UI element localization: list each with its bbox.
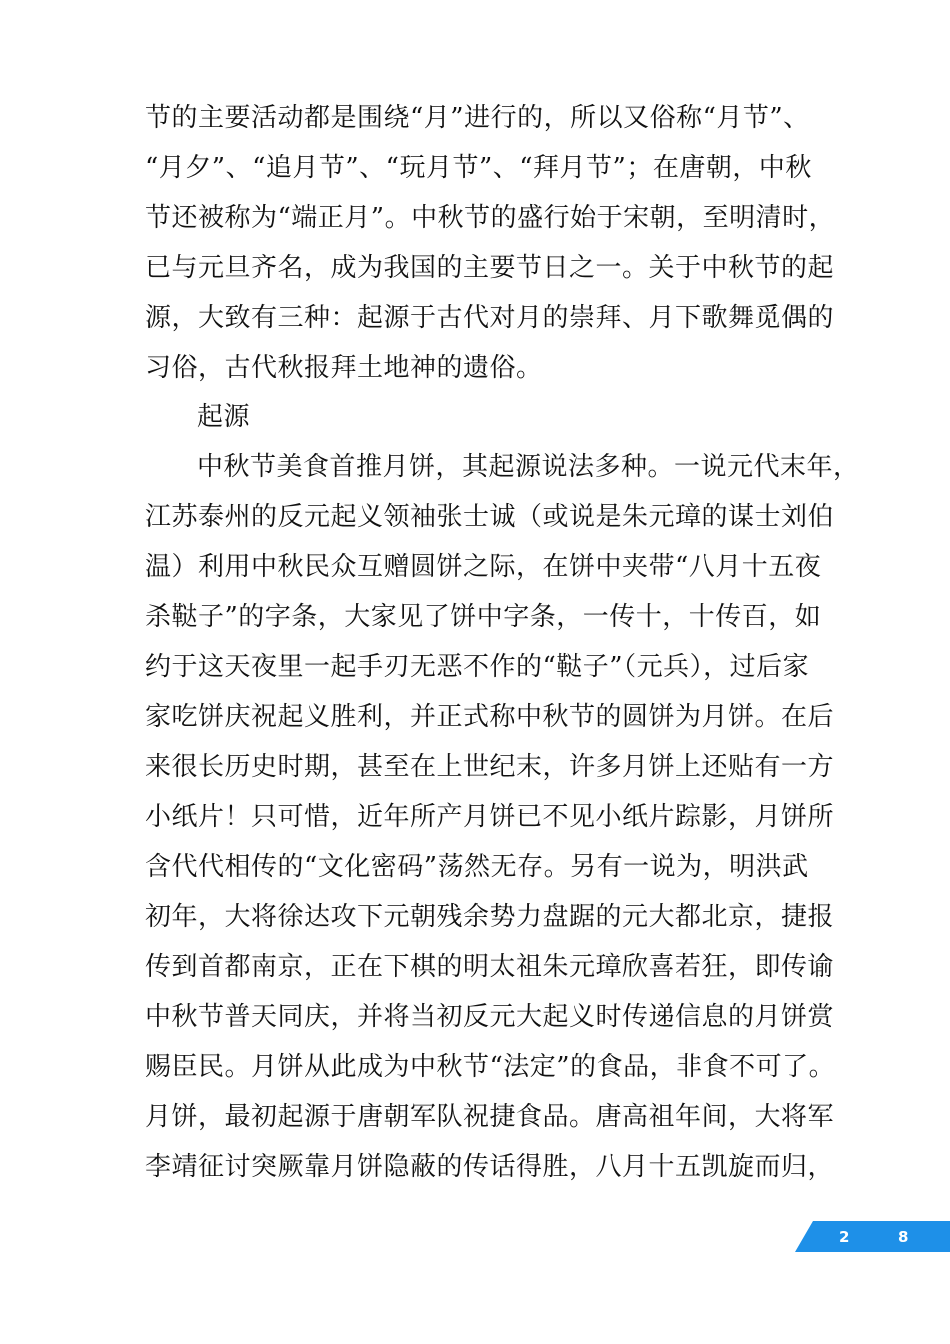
text-line: 江苏泰州的反元起义领袖张士诚（或说是朱元璋的谋士刘伯: [145, 502, 835, 532]
page-bar-shape: [795, 1221, 950, 1252]
text-line: 源，大致有三种：起源于古代对月的崇拜、月下歌舞觅偶的: [145, 303, 835, 333]
text-line: 赐臣民。月饼从此成为中秋节“法定”的食品，非食不可了。: [145, 1052, 836, 1082]
text-line: 初年，大将徐达攻下元朝残余势力盘踞的元大都北京，捷报: [145, 902, 835, 932]
text-line: 温）利用中秋民众互赠圆饼之际，在饼中夹带“八月十五夜: [145, 552, 822, 582]
text-line: 含代代相传的“文化密码”荡然无存。另有一说为，明洪武: [145, 852, 809, 882]
text-line: 传到首都南京，正在下棋的明太祖朱元璋欣喜若狂，即传谕: [145, 952, 835, 982]
text-line: “月夕”、“追月节”、“玩月节”、“拜月节”；在唐朝，中秋: [145, 153, 812, 183]
text-line: 月饼，最初起源于唐朝军队祝捷食品。唐高祖年间，大将军: [145, 1102, 835, 1132]
page-current: 2: [839, 1228, 850, 1246]
text-line: 约于这天夜里一起手刃无恶不作的“鞑子”（元兵），过后家: [145, 652, 810, 682]
text-line: 小纸片！只可惜，近年所产月饼已不见小纸片踪影，月饼所: [145, 802, 835, 832]
text-line: 中秋节普天同庆，并将当初反元大起义时传递信息的月饼赏: [145, 1002, 835, 1032]
section-heading: 起源: [197, 402, 251, 432]
text-line: 节的主要活动都是围绕“月”进行的，所以又俗称“月节”、: [145, 103, 810, 133]
text-line: 习俗，古代秋报拜土地神的遗俗。: [145, 353, 543, 383]
text-line: 中秋节美食首推月饼，其起源说法多种。一说元代末年，: [197, 452, 860, 482]
page-number-bar: [795, 1221, 950, 1252]
text-line: 节还被称为“端正月”。中秋节的盛行始于宋朝，至明清时，: [145, 203, 836, 233]
page-total: 8: [898, 1228, 909, 1246]
text-line: 李靖征讨突厥靠月饼隐蔽的传话得胜，八月十五凯旋而归，: [145, 1152, 835, 1182]
text-line: 杀鞑子”的字条，大家见了饼中字条，一传十，十传百，如: [145, 602, 822, 632]
text-line: 来很长历史时期，甚至在上世纪末，许多月饼上还贴有一方: [145, 752, 835, 782]
text-line: 已与元旦齐名，成为我国的主要节日之一。关于中秋节的起: [145, 253, 835, 283]
text-line: 家吃饼庆祝起义胜利，并正式称中秋节的圆饼为月饼。在后: [145, 702, 835, 732]
